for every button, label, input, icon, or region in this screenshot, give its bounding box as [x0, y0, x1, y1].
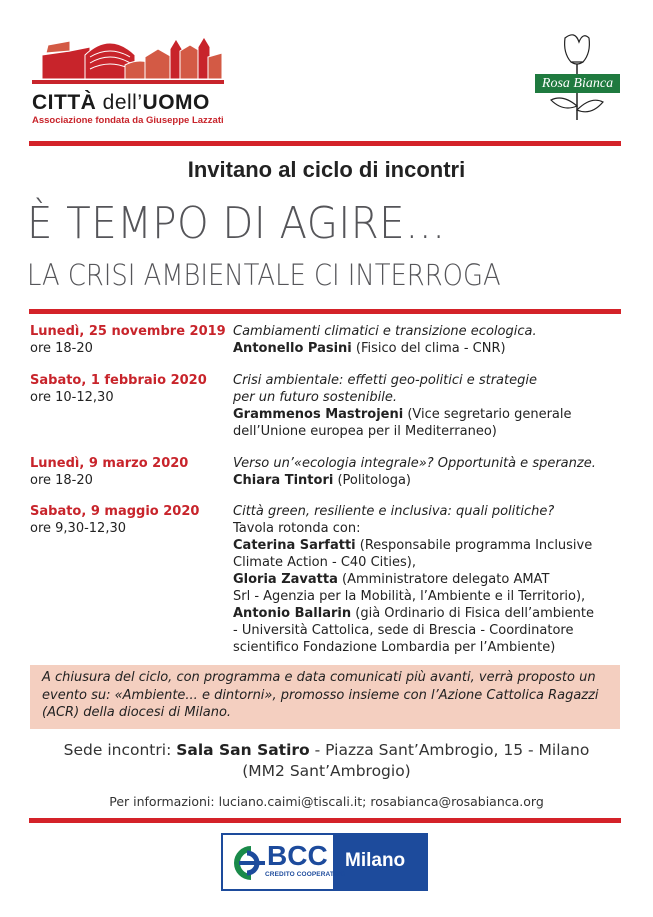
city-skyline-icon	[30, 35, 230, 85]
main-title: È TEMPO DI AGIRE…	[27, 198, 446, 249]
event-hours: ore 18-20	[30, 473, 93, 488]
event-hours: ore 18-20	[30, 341, 93, 356]
event-speaker-role-cont: Climate Action - C40 Cities),	[233, 555, 416, 570]
top-divider	[29, 141, 621, 146]
citta-logo-name: CITTÀ dell’UOMO	[32, 91, 210, 114]
venue-label: Sede incontri:	[63, 741, 177, 759]
event-hours: ore 10-12,30	[30, 390, 114, 405]
citta-logo-subtitle: Associazione fondata da Giuseppe Lazzati	[32, 115, 224, 126]
bcc-city: Milano	[345, 850, 406, 871]
citta-dell-uomo-logo	[30, 35, 230, 125]
event-date: Sabato, 9 maggio 2020	[30, 504, 200, 519]
event-speaker-role-cont: scientifico Fondazione Lombardia per l’Ambiente)	[233, 640, 556, 655]
event-speaker: Antonello Pasini (Fisico del clima - CNR)	[233, 341, 506, 356]
note-line: (ACR) della diocesi di Milano.	[42, 705, 232, 720]
event-topic-cont: per un futuro sostenibile.	[233, 390, 397, 405]
bottom-divider	[29, 818, 621, 823]
event-date: Lunedì, 9 marzo 2020	[30, 456, 189, 471]
event-hours: ore 9,30-12,30	[30, 521, 126, 536]
subtitle: LA CRISI AMBIENTALE CI INTERROGA	[27, 258, 501, 292]
event-speaker-role-cont: Srl - Agenzia per la Mobilità, l’Ambiente e il Territorio),	[233, 589, 586, 604]
title-divider	[29, 309, 621, 314]
contact-info: Per informazioni: luciano.caimi@tiscali.it; rosabianca@rosabianca.org	[109, 794, 544, 809]
event-speaker: Caterina Sarfatti (Responsabile programma Inclusive	[233, 538, 593, 553]
event-date: Sabato, 1 febbraio 2020	[30, 373, 207, 388]
event-topic: Cambiamenti climatici e transizione ecologica.	[233, 324, 537, 339]
event-topic: Crisi ambientale: effetti geo-politici e strategie	[233, 373, 537, 388]
event-topic: Città green, resiliente e inclusiva: quali politiche?	[233, 504, 555, 519]
event-speaker-role-cont: dell’Unione europea per il Mediterraneo)	[233, 424, 497, 439]
invite-heading: Invitano al ciclo di incontri	[187, 157, 466, 182]
bcc-brand-sub: CREDITO COOPERATIVO	[265, 871, 346, 878]
bcc-emblem-icon	[229, 843, 269, 883]
rosa-bianca-logo	[535, 28, 620, 123]
event-date: Lunedì, 25 novembre 2019	[30, 324, 226, 339]
event-speaker: Antonio Ballarin (già Ordinario di Fisica dell’ambiente	[233, 606, 594, 621]
bcc-brand: BCC	[267, 840, 328, 871]
closing-event-note	[30, 665, 620, 729]
venue-metro: (MM2 Sant’Ambrogio)	[242, 762, 411, 780]
note-line: evento su: «Ambiente... e dintorni», promosso insieme con l’Azione Cattolica Ragazzi	[42, 687, 599, 703]
event-speaker: Gloria Zavatta (Amministratore delegato AMAT	[233, 572, 550, 587]
event-speaker-role-cont: - Università Cattolica, sede di Brescia - Coordinatore	[233, 623, 574, 638]
note-line: A chiusura del ciclo, con programma e data comunicati più avanti, verrà proposto un	[42, 670, 596, 685]
venue-info	[0, 740, 653, 782]
venue-place: Sala San Satiro	[176, 741, 310, 759]
bcc-milano-logo	[221, 833, 428, 891]
event-speaker: Chiara Tintori (Politologa)	[233, 473, 411, 488]
rosa-bianca-label: Rosa Bianca	[535, 74, 620, 93]
event-topic: Verso un’«ecologia integrale»? Opportunità e speranze.	[233, 456, 596, 471]
event-speaker: Grammenos Mastrojeni (Vice segretario generale	[233, 407, 572, 422]
bcc-logo-white-panel	[223, 835, 346, 889]
venue-address: - Piazza Sant’Ambrogio, 15 - Milano	[309, 741, 590, 759]
event-intro: Tavola rotonda con:	[233, 521, 361, 536]
